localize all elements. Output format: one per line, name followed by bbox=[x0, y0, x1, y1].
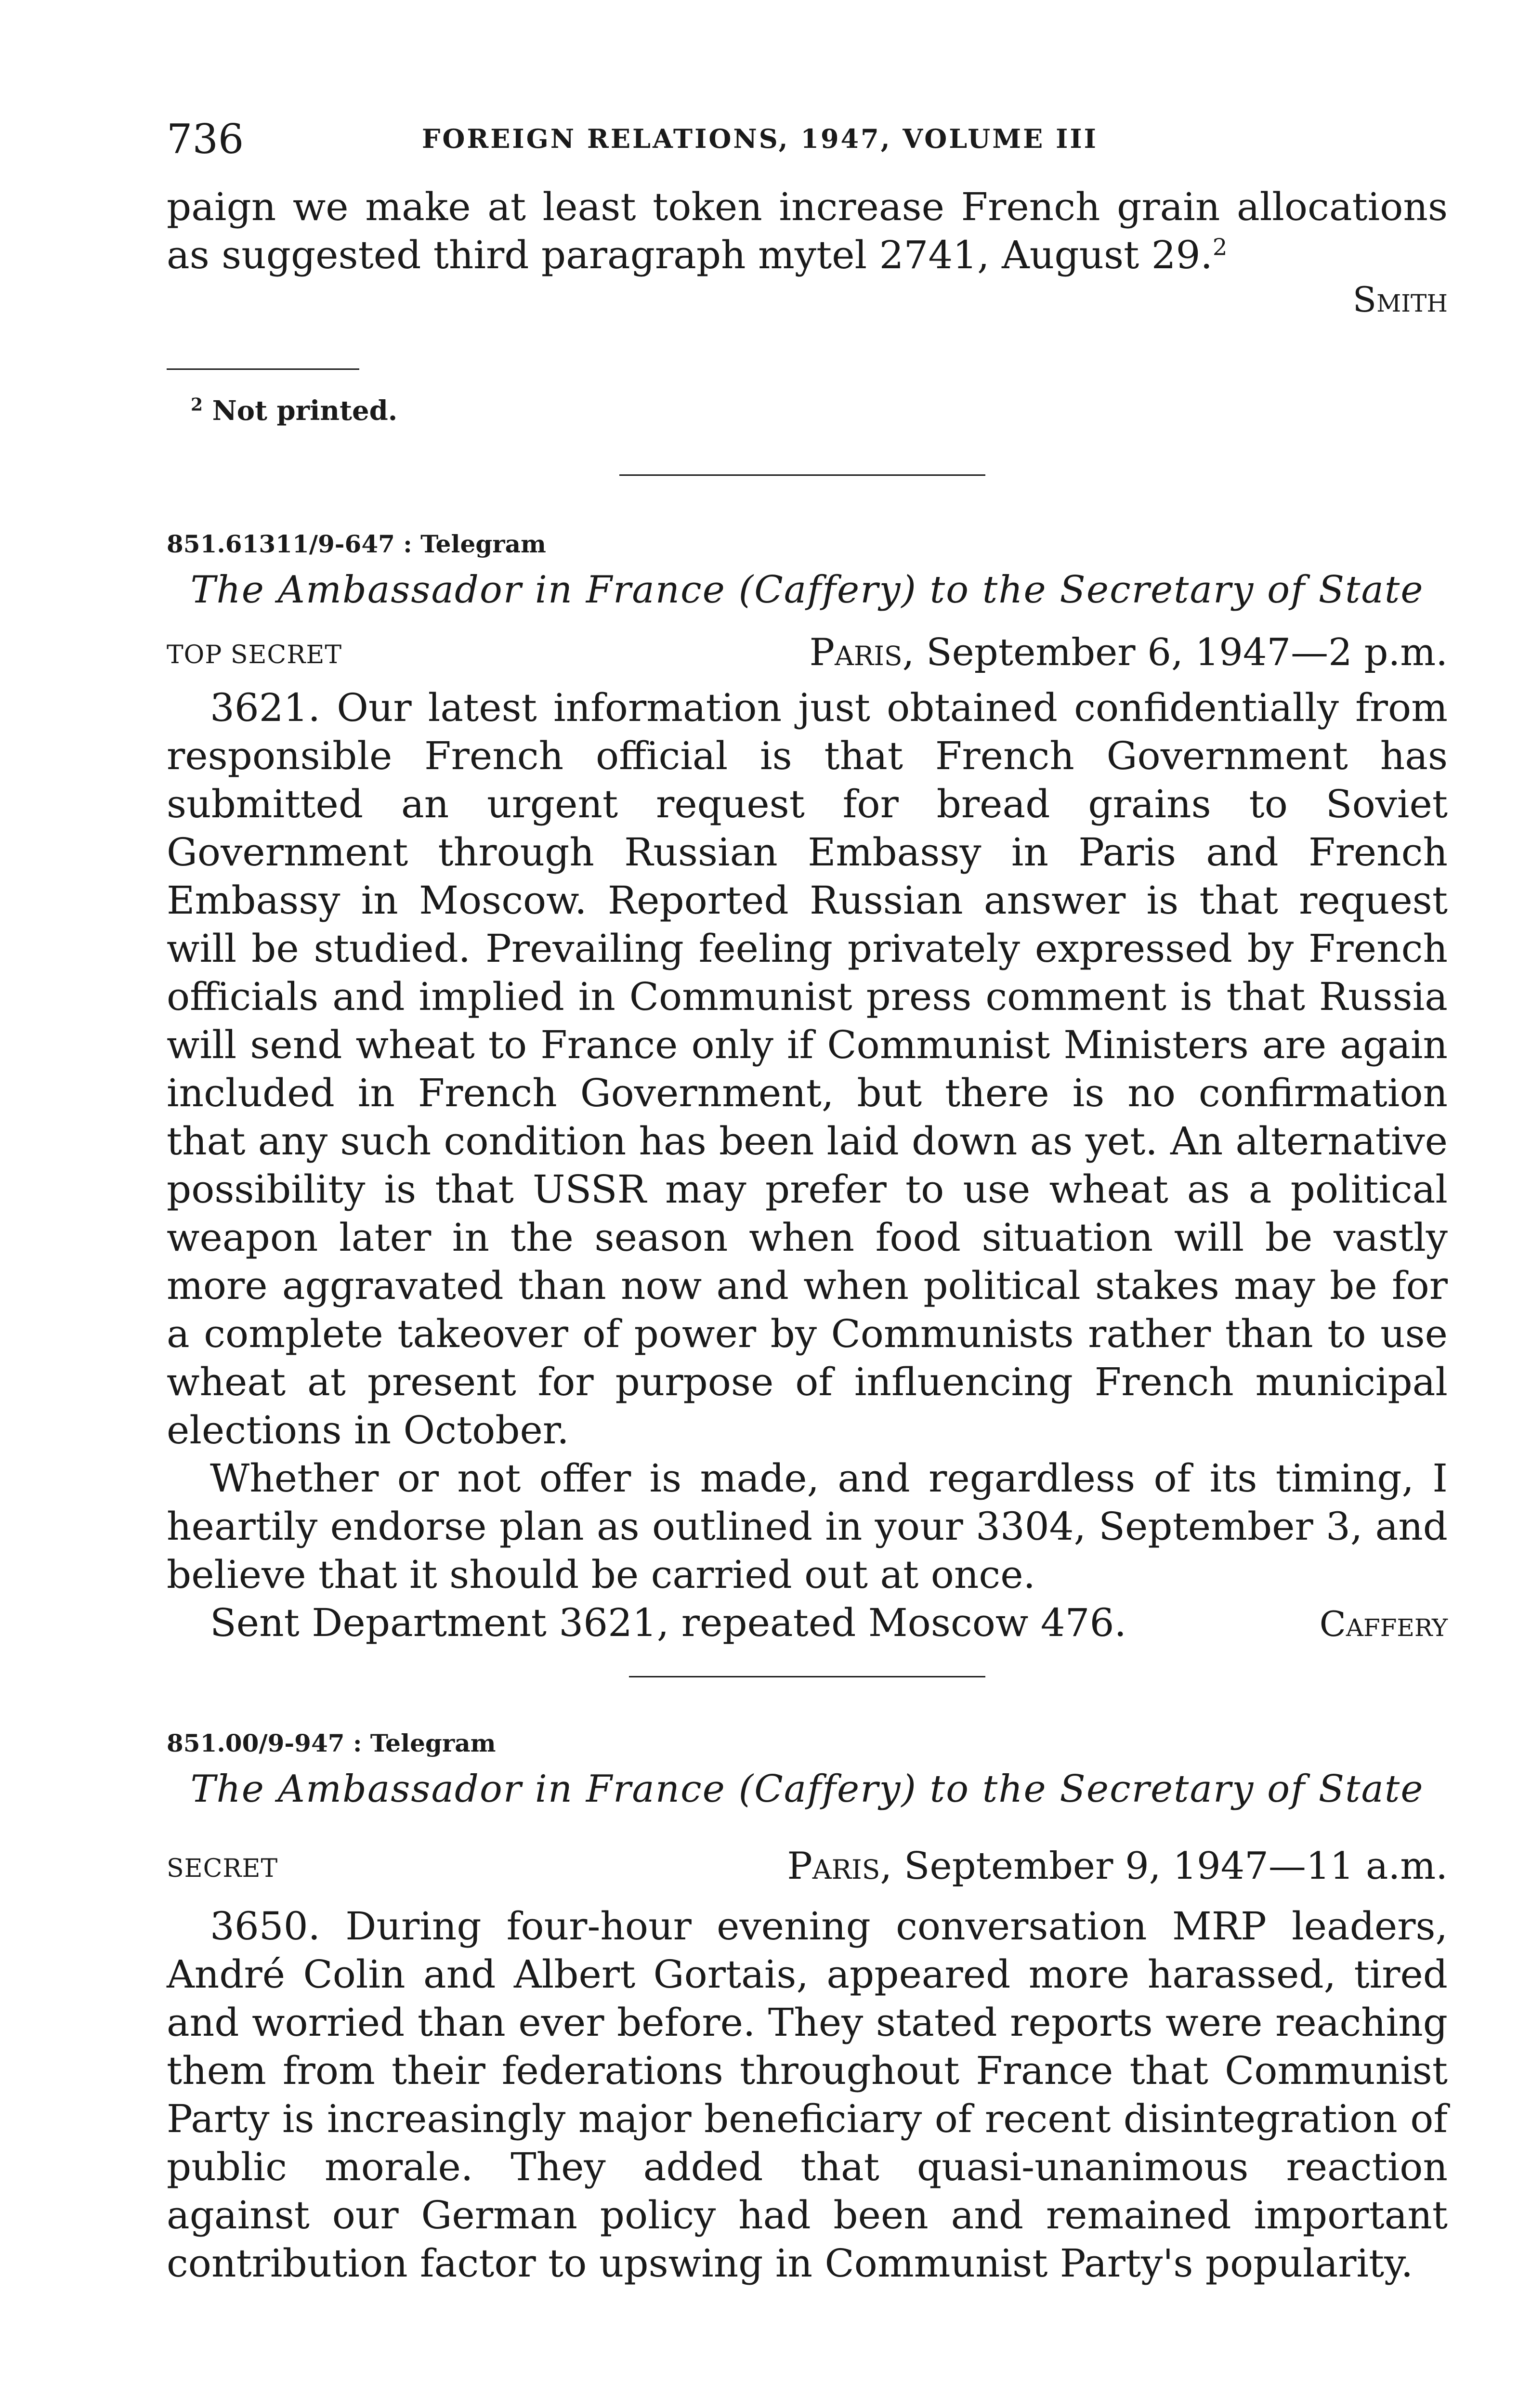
doc1-paragraph-2: Whether or not offer is made, and regardless of its timing, I heartily endorse plan as outlined in your 3304, September 3, and believe that it should be carried out at once. bbox=[167, 1456, 1448, 1597]
doc1-place: Paris bbox=[809, 631, 903, 674]
running-head: FOREIGN RELATIONS, 1947, VOLUME III bbox=[422, 123, 1098, 154]
doc2-dateline bbox=[787, 1845, 1448, 1888]
doc1-date: , September 6, 1947—2 p.m. bbox=[902, 631, 1448, 674]
doc2-classification: SECRET bbox=[167, 1854, 278, 1883]
doc1-classification: TOP SECRET bbox=[167, 641, 342, 669]
footnote-marker: 2 bbox=[191, 394, 203, 415]
signature-smith: Smith bbox=[1352, 279, 1448, 320]
footnote-text: Not printed. bbox=[212, 395, 398, 427]
doc2-file-reference: 851.00/9-947 : Telegram bbox=[167, 1729, 496, 1757]
page-number: 736 bbox=[167, 116, 244, 163]
doc1-body bbox=[167, 684, 1448, 1647]
doc1-file-reference: 851.61311/9-647 : Telegram bbox=[167, 530, 546, 558]
carryover-block bbox=[167, 183, 1448, 279]
footnote-rule bbox=[167, 368, 359, 370]
doc2-paragraph-1: 3650. During four-hour evening conversation MRP leaders, André Colin and Albert Gortais, appeared more harassed, tired and worried than ever before. They stated reports were reaching them from their federations throughout France that Communist Party is increasingly major beneficiary of recent disintegration of public morale. They added that quasi-unanimous reaction against our German policy had been and remained important contribution factor to upswing in Communist Party's popularity. bbox=[167, 1904, 1448, 2286]
section-divider-1 bbox=[619, 474, 985, 476]
page-header bbox=[167, 116, 1448, 169]
doc1-title: The Ambassador in France (Caffery) to the Secretary of State bbox=[190, 568, 1424, 612]
doc2-place: Paris bbox=[787, 1845, 880, 1888]
doc2-title: The Ambassador in France (Caffery) to the Secretary of State bbox=[190, 1767, 1424, 1811]
doc2-dateline-row bbox=[167, 1840, 1448, 1888]
doc1-dateline bbox=[810, 631, 1448, 674]
carryover-text: paign we make at least token increase French grain allocations as suggested third paragraph mytel 2741, August 29. bbox=[167, 184, 1448, 277]
section-divider-2 bbox=[629, 1676, 985, 1677]
doc2-body bbox=[167, 1902, 1448, 2288]
footnote bbox=[191, 395, 397, 427]
doc1-paragraph-3: Sent Department 3621, repeated Moscow 476. bbox=[210, 1600, 1126, 1645]
footnote-reference: 2 bbox=[1212, 234, 1228, 261]
doc1-paragraph-1: 3621. Our latest information just obtained confidentially from responsible French official is that French Government has submitted an urgent request for bread grains to Soviet Government through Russian Embassy in Paris and French Embassy in Moscow. Reported Russian answer is that request will be studied. Prevailing feeling privately expressed by French officials and implied in Communist press comment is that Russia will send wheat to France only if Communist Ministers are again included in French Government, but there is no confirmation that any such condition has been laid down as yet. An alternative possibility is that USSR may prefer to use wheat as a political weapon later in the season when food situation will be vastly more aggravated than now and when political stakes may be for a complete takeover of power by Communists rather than to use wheat at present for purpose of influencing French municipal elections in October. bbox=[167, 685, 1448, 1453]
signature-caffery: Caffery bbox=[1319, 1604, 1448, 1644]
doc1-dateline-row bbox=[167, 626, 1448, 674]
carryover-paragraph bbox=[167, 183, 1448, 279]
doc2-date: , September 9, 1947—11 a.m. bbox=[880, 1845, 1448, 1888]
